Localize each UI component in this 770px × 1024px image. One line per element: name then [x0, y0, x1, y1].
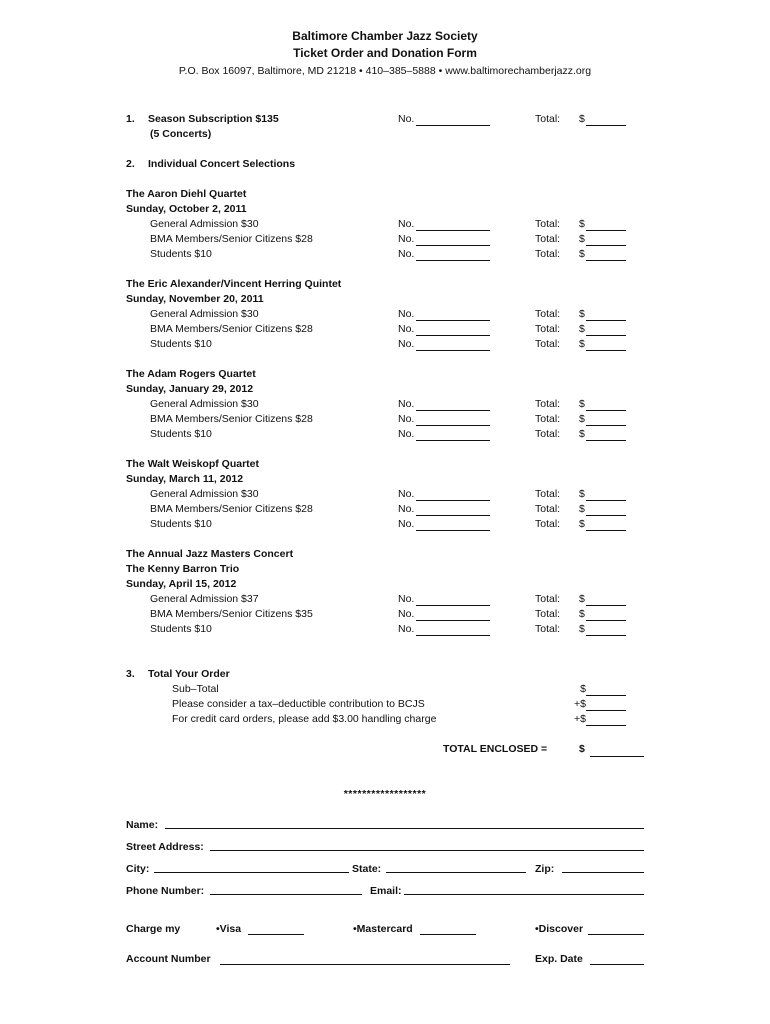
ticket-total-label: Total: — [535, 488, 561, 500]
ticket-dollar-label: $ — [579, 593, 585, 605]
section-1-number: 1. — [126, 113, 135, 125]
ticket-total-label: Total: — [535, 623, 561, 635]
ticket-dollar-label: $ — [579, 398, 585, 410]
ticket-total-label: Total: — [535, 608, 561, 620]
account-number-label: Account Number — [126, 953, 211, 965]
ticket-total-label: Total: — [535, 248, 561, 260]
ticket-quantity-field[interactable] — [416, 248, 490, 261]
ticket-quantity-field[interactable] — [416, 323, 490, 336]
ticket-dollar-label: $ — [579, 323, 585, 335]
street-label: Street Address: — [126, 841, 204, 853]
zip-field[interactable] — [562, 860, 644, 873]
ticket-quantity-field[interactable] — [416, 608, 490, 621]
concert-date: Sunday, November 20, 2011 — [126, 293, 264, 305]
email-field[interactable] — [404, 882, 644, 895]
handling-prefix: +$ — [574, 713, 586, 725]
concert-name: The Walt Weiskopf Quartet — [126, 458, 260, 470]
ticket-quantity-field[interactable] — [416, 518, 490, 531]
exp-date-field[interactable] — [590, 952, 644, 965]
ticket-type-label: BMA Members/Senior Citizens $35 — [150, 608, 313, 620]
ticket-dollar-label: $ — [579, 518, 585, 530]
ticket-dollar-label: $ — [579, 248, 585, 260]
total-enclosed-prefix: $ — [579, 743, 585, 755]
section-3-number: 3. — [126, 668, 135, 680]
ticket-no-label: No. — [398, 488, 415, 500]
ticket-type-label: General Admission $37 — [150, 593, 259, 605]
donation-row — [560, 698, 626, 710]
ticket-dollar-label: $ — [579, 488, 585, 500]
ticket-quantity-field[interactable] — [416, 218, 490, 231]
ticket-total-field[interactable] — [586, 413, 626, 426]
ticket-type-label: Students $10 — [150, 248, 212, 260]
donation-prefix: +$ — [574, 698, 586, 710]
total-order-title: Total Your Order — [148, 668, 230, 680]
ticket-no-label: No. — [398, 398, 415, 410]
phone-field[interactable] — [210, 882, 362, 895]
org-title: Baltimore Chamber Jazz Society — [292, 29, 478, 43]
ticket-quantity-field[interactable] — [416, 488, 490, 501]
donation-label: Please consider a tax–deductible contribution to BCJS — [172, 698, 425, 710]
ticket-total-field[interactable] — [586, 593, 626, 606]
ticket-quantity-field[interactable] — [416, 338, 490, 351]
ticket-total-label: Total: — [535, 338, 561, 350]
subtotal-prefix: $ — [580, 683, 586, 695]
ticket-type-label: General Admission $30 — [150, 398, 259, 410]
donation-field[interactable] — [586, 698, 626, 711]
ticket-total-field[interactable] — [586, 428, 626, 441]
ticket-total-field[interactable] — [586, 323, 626, 336]
ticket-type-label: Students $10 — [150, 623, 212, 635]
ticket-dollar-label: $ — [579, 413, 585, 425]
ticket-dollar-label: $ — [579, 338, 585, 350]
ticket-type-label: BMA Members/Senior Citizens $28 — [150, 323, 313, 335]
concert-date: Sunday, March 11, 2012 — [126, 473, 244, 485]
season-total-label: Total: — [535, 113, 561, 125]
ticket-total-label: Total: — [535, 428, 561, 440]
street-field[interactable] — [210, 838, 644, 851]
ticket-quantity-field[interactable] — [416, 233, 490, 246]
email-label: Email: — [370, 885, 402, 897]
ticket-no-label: No. — [398, 308, 415, 320]
ticket-dollar-label: $ — [579, 503, 585, 515]
concert-name: The Aaron Diehl Quartet — [126, 188, 247, 200]
charge-label: Charge my — [126, 923, 181, 935]
concert-name: The Adam Rogers Quartet — [126, 368, 256, 380]
ticket-quantity-field[interactable] — [416, 623, 490, 636]
ticket-total-field[interactable] — [586, 308, 626, 321]
city-label: City: — [126, 863, 150, 875]
ticket-no-label: No. — [398, 608, 415, 620]
ticket-total-label: Total: — [535, 398, 561, 410]
season-subscription-subtitle: (5 Concerts) — [150, 128, 212, 140]
ticket-no-label: No. — [398, 518, 415, 530]
ticket-no-label: No. — [398, 413, 415, 425]
ticket-total-label: Total: — [535, 308, 561, 320]
ticket-total-field[interactable] — [586, 338, 626, 351]
ticket-type-label: General Admission $30 — [150, 488, 259, 500]
subtotal-label: Sub–Total — [172, 683, 219, 695]
ticket-no-label: No. — [398, 503, 415, 515]
separator: ****************** — [343, 788, 427, 800]
ticket-total-field[interactable] — [586, 233, 626, 246]
ticket-total-field[interactable] — [586, 503, 626, 516]
ticket-total-field[interactable] — [586, 518, 626, 531]
ticket-quantity-field[interactable] — [416, 398, 490, 411]
ticket-type-label: BMA Members/Senior Citizens $28 — [150, 503, 313, 515]
individual-concerts-title: Individual Concert Selections — [148, 158, 296, 170]
ticket-type-label: Students $10 — [150, 338, 212, 350]
ticket-no-label: No. — [398, 233, 415, 245]
season-total-field[interactable] — [586, 113, 626, 126]
ticket-quantity-field[interactable] — [416, 503, 490, 516]
subtotal-row — [560, 683, 626, 695]
concert-name: The Eric Alexander/Vincent Herring Quintet — [126, 278, 342, 290]
ticket-total-field[interactable] — [586, 398, 626, 411]
exp-date-label: Exp. Date — [535, 953, 583, 965]
ticket-type-label: Students $10 — [150, 428, 212, 440]
ticket-dollar-label: $ — [579, 608, 585, 620]
ticket-no-label: No. — [398, 323, 415, 335]
section-2-number: 2. — [126, 158, 135, 170]
discover-option[interactable]: •Discover — [535, 923, 584, 935]
city-field[interactable] — [154, 860, 349, 873]
total-enclosed-field[interactable] — [590, 744, 644, 757]
ticket-total-field[interactable] — [586, 488, 626, 501]
concert-date: Sunday, April 15, 2012 — [126, 578, 237, 590]
ticket-no-label: No. — [398, 248, 415, 260]
ticket-type-label: Students $10 — [150, 518, 212, 530]
ticket-no-label: No. — [398, 593, 415, 605]
ticket-type-label: BMA Members/Senior Citizens $28 — [150, 413, 313, 425]
ticket-dollar-label: $ — [579, 308, 585, 320]
ticket-dollar-label: $ — [579, 233, 585, 245]
form-title: Ticket Order and Donation Form — [293, 46, 477, 60]
concert-subname: The Kenny Barron Trio — [126, 563, 240, 575]
handling-field[interactable] — [586, 713, 626, 726]
season-subscription-title: Season Subscription $135 — [148, 113, 279, 125]
zip-label: Zip: — [535, 863, 555, 875]
ticket-total-label: Total: — [535, 518, 561, 530]
ticket-quantity-field[interactable] — [416, 413, 490, 426]
ticket-total-field[interactable] — [586, 623, 626, 636]
ticket-dollar-label: $ — [579, 623, 585, 635]
name-label: Name: — [126, 819, 159, 831]
handling-row — [560, 713, 626, 725]
concert-date: Sunday, January 29, 2012 — [126, 383, 254, 395]
ticket-no-label: No. — [398, 218, 415, 230]
ticket-total-field[interactable] — [586, 608, 626, 621]
ticket-quantity-field[interactable] — [416, 428, 490, 441]
ticket-no-label: No. — [398, 338, 415, 350]
name-field[interactable] — [165, 816, 644, 829]
mastercard-field[interactable] — [420, 922, 476, 935]
total-enclosed-label: TOTAL ENCLOSED = — [443, 743, 548, 755]
ticket-type-label: General Admission $30 — [150, 308, 259, 320]
concert-date: Sunday, October 2, 2011 — [126, 203, 247, 215]
season-quantity-field[interactable] — [416, 113, 490, 126]
visa-option[interactable]: •Visa — [216, 923, 242, 935]
state-field[interactable] — [386, 860, 526, 873]
season-no-label: No. — [398, 113, 415, 125]
state-label: State: — [352, 863, 382, 875]
ticket-total-field[interactable] — [586, 218, 626, 231]
ticket-no-label: No. — [398, 428, 415, 440]
ticket-quantity-field[interactable] — [416, 593, 490, 606]
subtotal-field[interactable] — [586, 683, 626, 696]
concert-name: The Annual Jazz Masters Concert — [126, 548, 294, 560]
discover-field[interactable] — [588, 922, 644, 935]
org-address: P.O. Box 16097, Baltimore, MD 21218 • 410–385–5888 • www.baltimorechamberjazz.org — [178, 65, 592, 77]
ticket-total-label: Total: — [535, 503, 561, 515]
ticket-total-label: Total: — [535, 218, 561, 230]
ticket-no-label: No. — [398, 623, 415, 635]
account-number-field[interactable] — [220, 952, 510, 965]
ticket-quantity-field[interactable] — [416, 308, 490, 321]
handling-label: For credit card orders, please add $3.00 handling charge — [172, 713, 437, 725]
ticket-total-label: Total: — [535, 233, 561, 245]
season-dollar-label: $ — [579, 113, 585, 125]
ticket-type-label: BMA Members/Senior Citizens $28 — [150, 233, 313, 245]
ticket-dollar-label: $ — [579, 218, 585, 230]
ticket-type-label: General Admission $30 — [150, 218, 259, 230]
ticket-total-label: Total: — [535, 413, 561, 425]
ticket-total-label: Total: — [535, 593, 561, 605]
phone-label: Phone Number: — [126, 885, 205, 897]
visa-field[interactable] — [248, 922, 304, 935]
ticket-total-label: Total: — [535, 323, 561, 335]
ticket-total-field[interactable] — [586, 248, 626, 261]
ticket-dollar-label: $ — [579, 428, 585, 440]
mastercard-option[interactable]: •Mastercard — [353, 923, 413, 935]
